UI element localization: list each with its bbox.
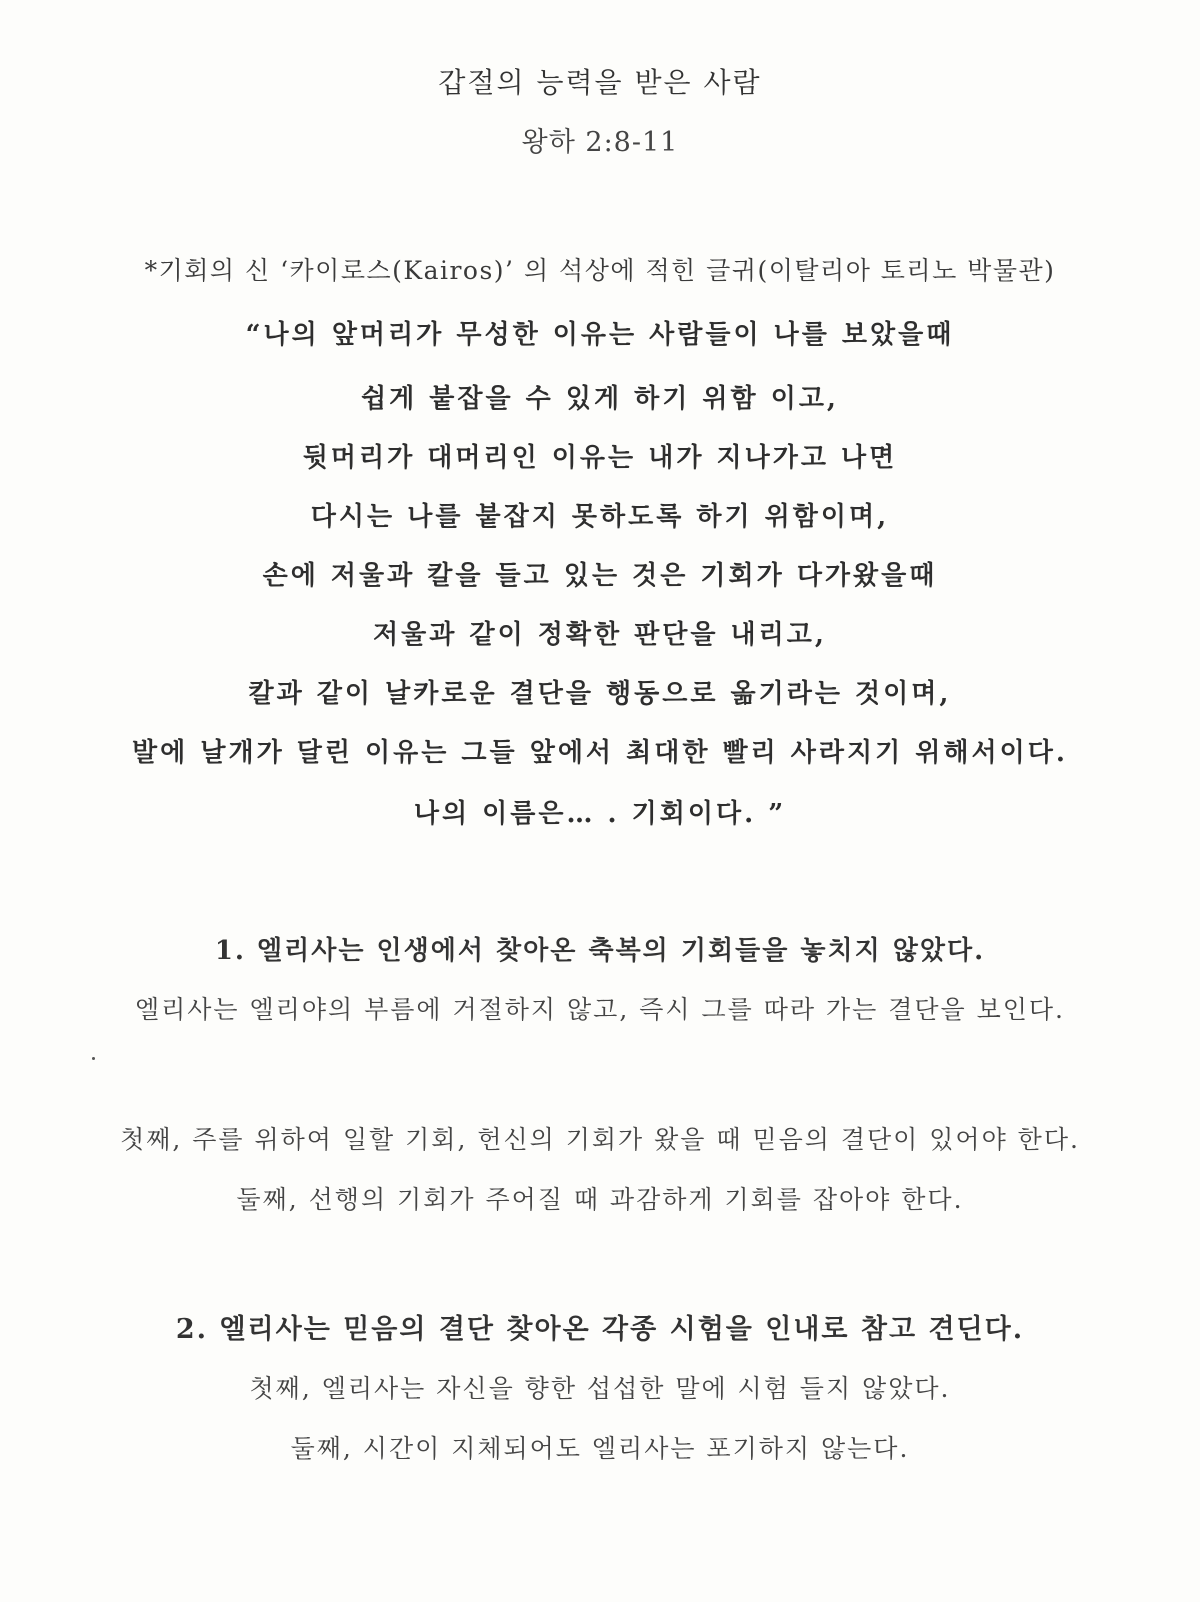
quote-line: “나의 앞머리가 무성한 이유는 사람들이 나를 보았을때 [245, 320, 955, 350]
section-2-heading: 2. 엘리사는 믿음의 결단 찾아온 각종 시험을 인내로 참고 견딘다. [175, 1314, 1025, 1345]
quote-line: 쉽게 붙잡을 수 있게 하기 위함 이고, [361, 384, 839, 414]
section-1-body: 엘리사는 엘리야의 부름에 거절하지 않고, 즉시 그를 따라 가는 결단을 보인다. [134, 995, 1065, 1024]
quote-line: 손에 저울과 칼을 들고 있는 것은 기회가 다가왔을때 [262, 561, 938, 591]
quote-line: 발에 날개가 달린 이유는 그들 앞에서 최대한 빨리 사라지기 위해서이다. [132, 738, 1068, 768]
document-title: 갑절의 능력을 받은 사람 [438, 66, 762, 99]
quote-line: 나의 이름은… . 기회이다. ” [413, 799, 787, 829]
scripture-reference: 왕하 2:8-11 [521, 127, 679, 158]
quote-line: 칼과 같이 날카로운 결단을 행동으로 옮기라는 것이며, [248, 679, 952, 709]
quote-line: 뒷머리가 대머리인 이유는 내가 지나가고 나면 [302, 443, 898, 473]
quote-line: 다시는 나를 붙잡지 못하도록 하기 위함이며, [310, 502, 890, 532]
quote-line: 저울과 같이 정확한 판단을 내리고, [373, 620, 827, 650]
scan-speck [92, 1057, 95, 1060]
section-1-point: 첫째, 주를 위하여 일할 기회, 헌신의 기회가 왔을 때 믿음의 결단이 있어야 한다. [120, 1125, 1080, 1154]
section-1-point: 둘째, 선행의 기회가 주어질 때 과감하게 기회를 잡아야 한다. [236, 1185, 964, 1214]
section-2-point: 둘째, 시간이 지체되어도 엘리사는 포기하지 않는다. [290, 1434, 910, 1463]
intro-line: *기회의 신 ‘카이로스(Kairos)’ 의 석상에 적힌 글귀(이탈리아 토리노 박물관) [144, 256, 1056, 285]
section-1-heading: 1. 엘리사는 인생에서 찾아온 축복의 기회들을 놓치지 않았다. [214, 936, 986, 966]
section-2-point: 첫째, 엘리사는 자신을 향한 섭섭한 말에 시험 들지 않았다. [249, 1374, 951, 1403]
